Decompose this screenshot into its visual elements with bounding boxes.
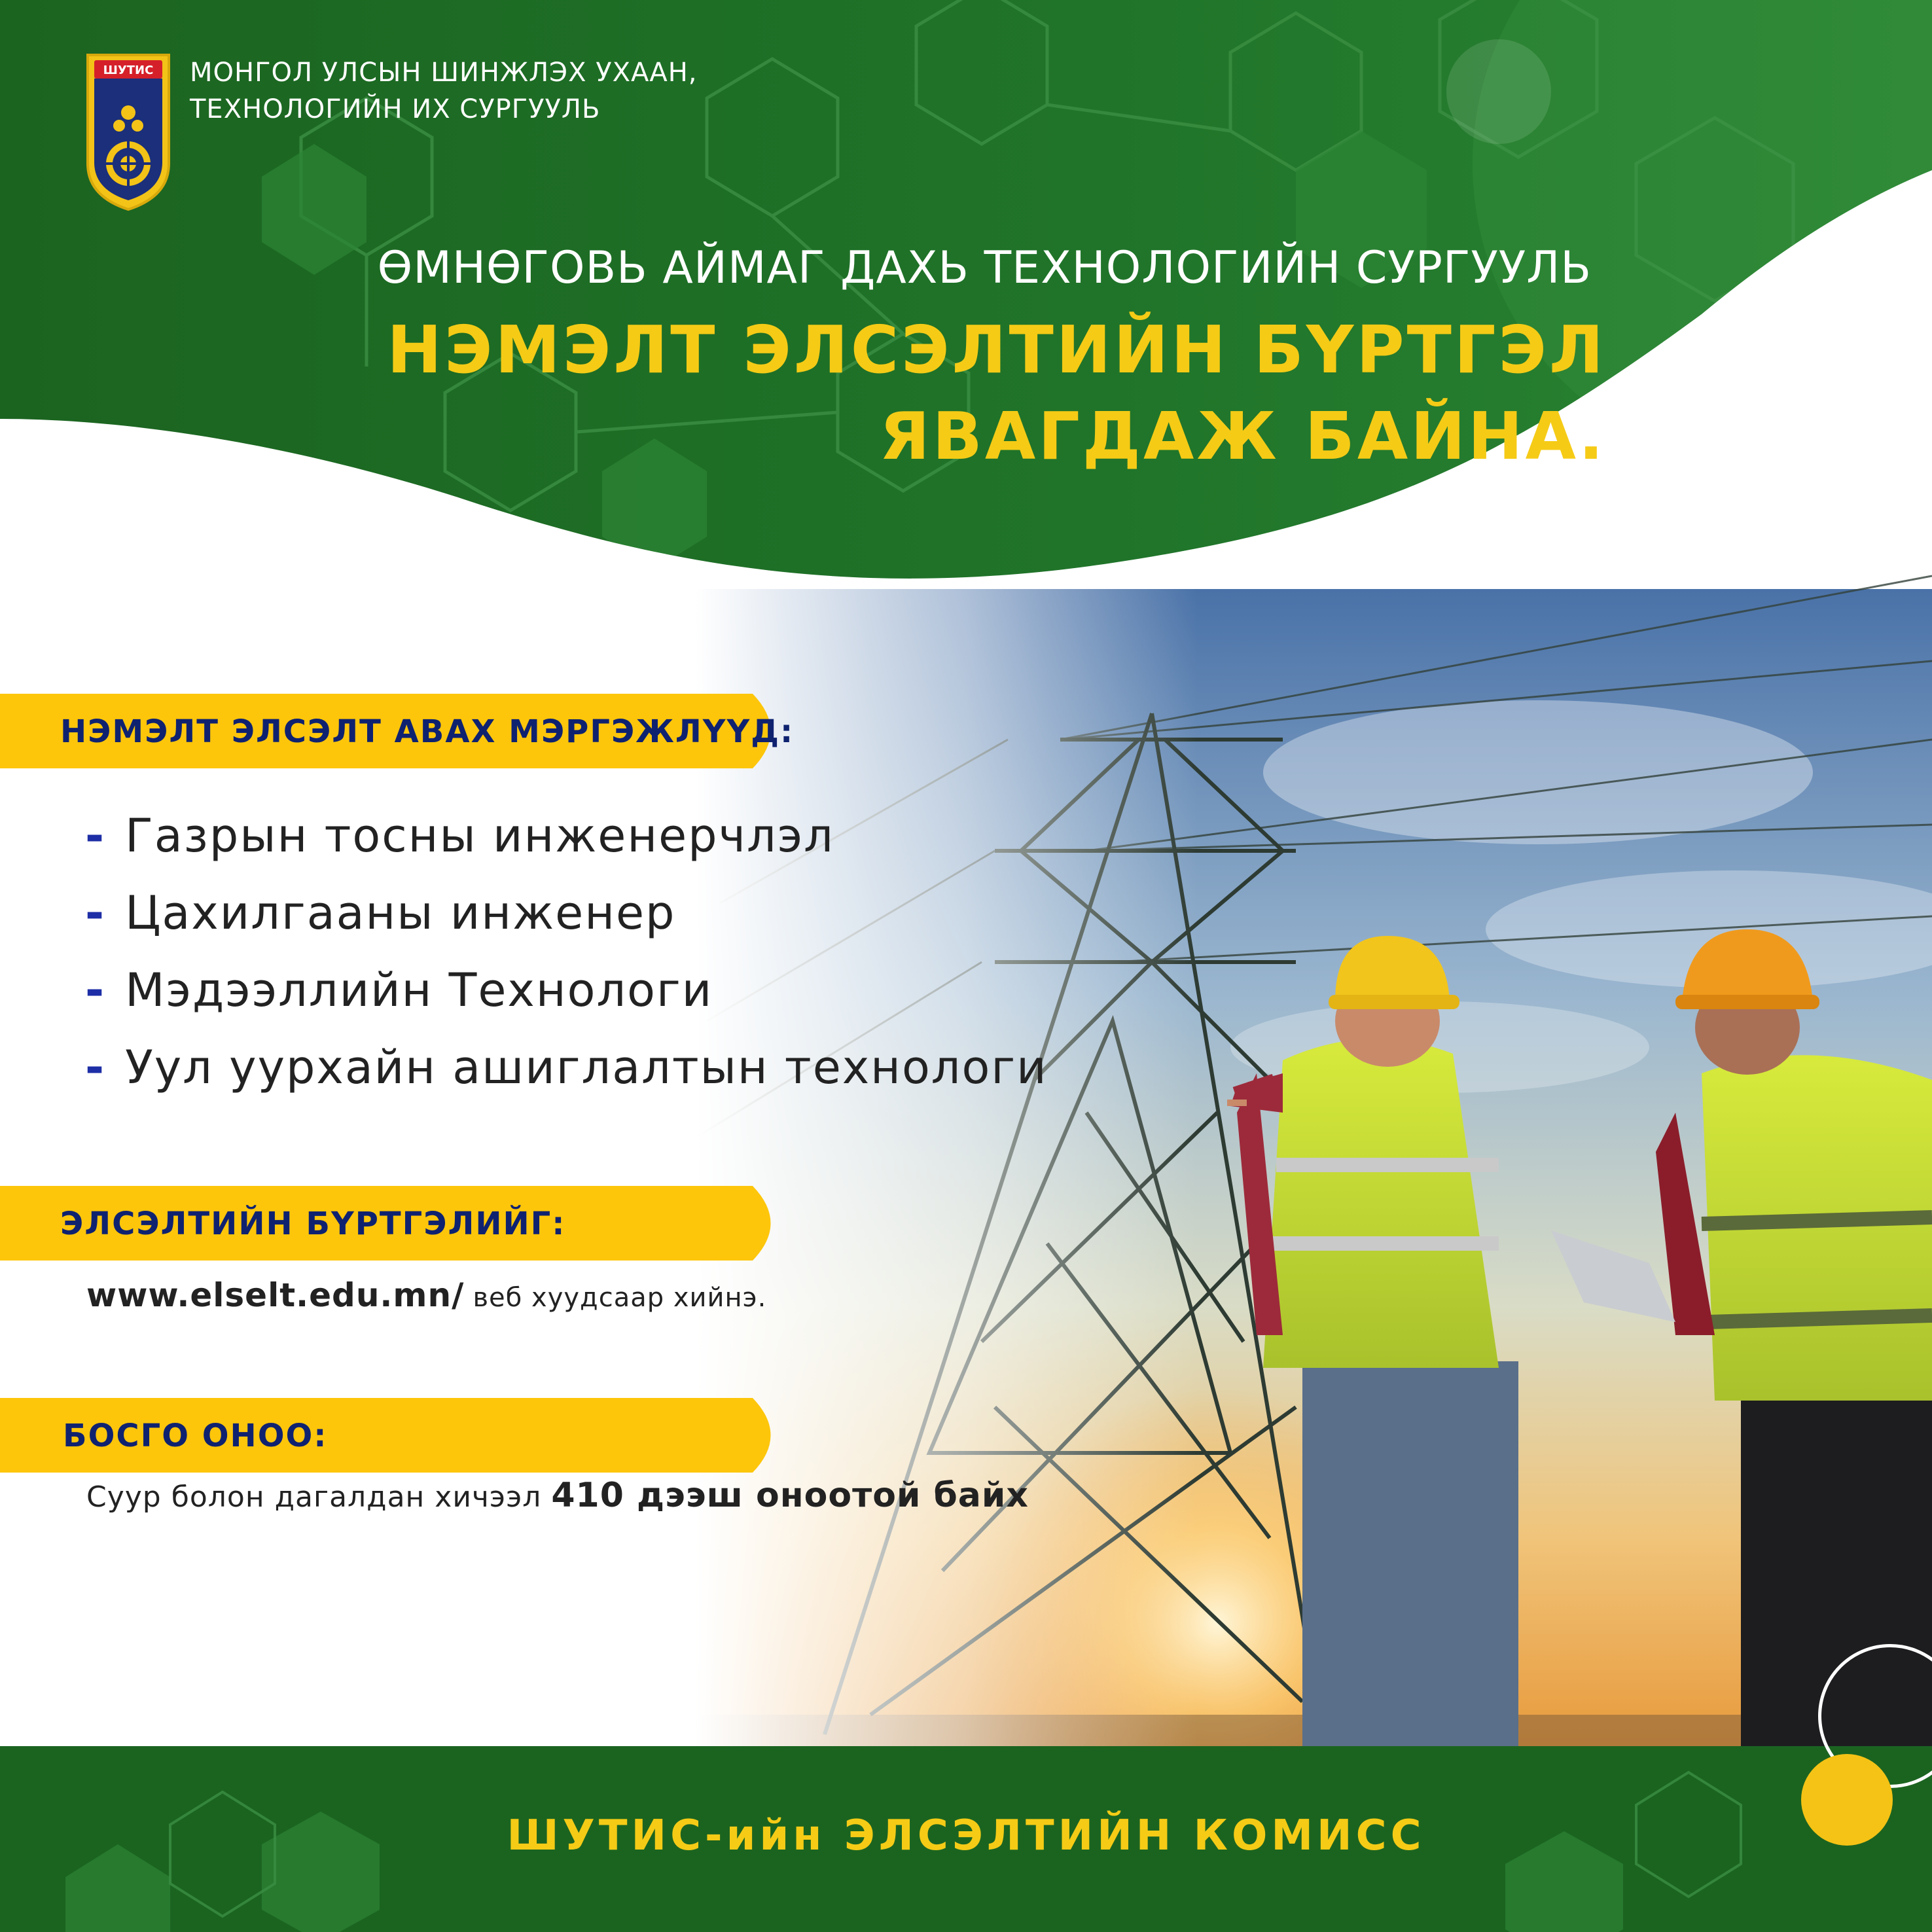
- programs-heading: НЭМЭЛТ ЭЛСЭЛТ АВАХ МЭРГЭЖЛҮҮД:: [60, 713, 795, 750]
- bullet-dash: -: [85, 809, 106, 863]
- university-emblem-icon: [85, 52, 171, 212]
- bullet-dash: -: [85, 1041, 106, 1094]
- list-item: [85, 952, 1048, 1029]
- list-item: [85, 874, 1048, 952]
- program-list: [85, 797, 1048, 1106]
- registration-url-link[interactable]: www.elselt.edu.mn/: [86, 1276, 465, 1314]
- program-name: Газрын тосны инженерчлэл: [125, 809, 834, 863]
- bullet-dash: -: [85, 963, 106, 1017]
- threshold-score: 410 дээш оноотой байх: [551, 1476, 1029, 1515]
- program-name: Цахилгааны инженер: [125, 886, 676, 940]
- university-name-line2: ТЕХНОЛОГИЙН ИХ СУРГУУЛЬ: [190, 94, 601, 124]
- list-item: [85, 797, 1048, 874]
- threshold-heading: БОСГО ОНОО:: [63, 1418, 328, 1454]
- footer-title: ШУТИС-ийн ЭЛСЭЛТИЙН КОМИСС: [507, 1812, 1425, 1860]
- registration-line: [86, 1276, 766, 1314]
- program-name: Мэдээллийн Технологи: [125, 963, 713, 1017]
- program-name: Уул уурхайн ашиглалтын технологи: [125, 1041, 1048, 1094]
- registration-suffix: веб хуудсаар хийнэ.: [473, 1283, 767, 1313]
- logo-badge-text: ШУТИС: [103, 63, 154, 77]
- university-name-line1: МОНГОЛ УЛСЫН ШИНЖЛЭХ УХААН,: [190, 58, 698, 88]
- school-subtitle: ӨМНӨГОВЬ АЙМАГ ДАХЬ ТЕХНОЛОГИЙН СУРГУУЛЬ: [377, 242, 1592, 294]
- headline-line1: НЭМЭЛТ ЭЛСЭЛТИЙН БҮРТГЭЛ: [387, 312, 1606, 388]
- bullet-dash: -: [85, 886, 106, 940]
- list-item: [85, 1029, 1048, 1106]
- threshold-prefix: Суур болон дагалдан хичээл: [86, 1480, 542, 1514]
- registration-heading: ЭЛСЭЛТИЙН БҮРТГЭЛИЙГ:: [60, 1206, 566, 1242]
- threshold-line: [86, 1476, 1029, 1515]
- headline-line2: ЯВАГДАЖ БАЙНА.: [879, 398, 1606, 474]
